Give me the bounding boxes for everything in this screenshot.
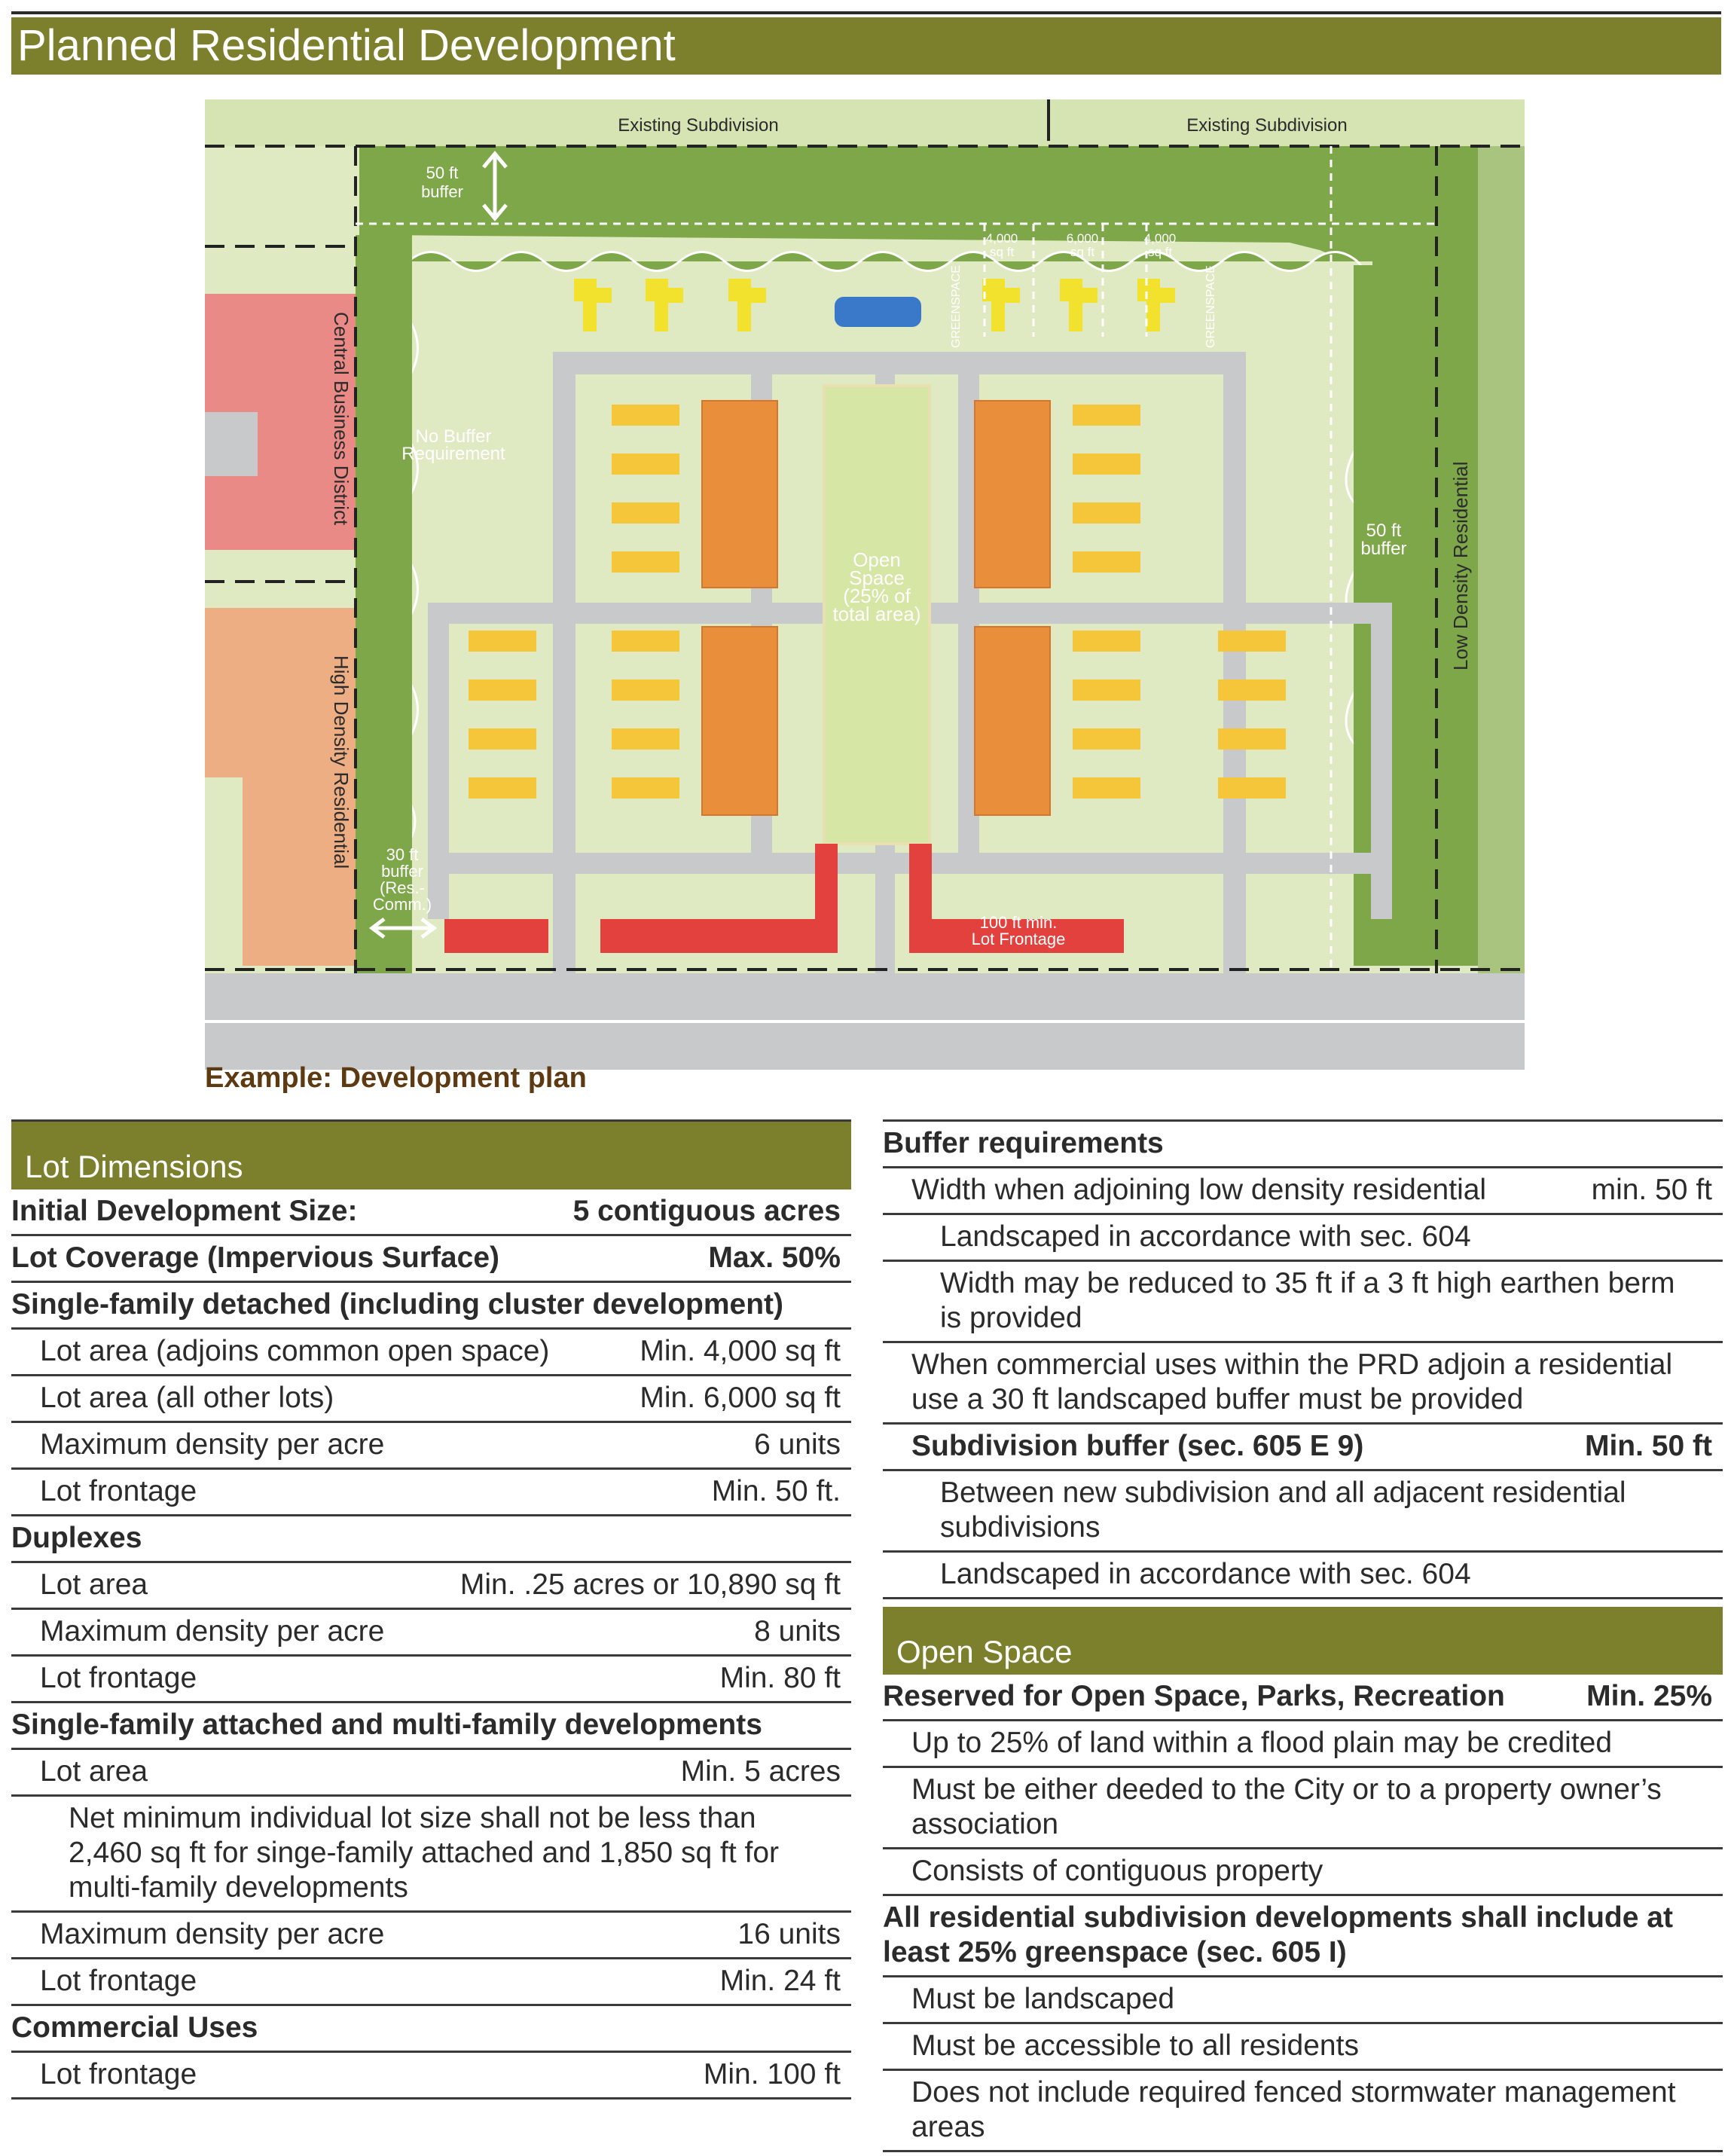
table-row: Must be accessible to all residents: [883, 2024, 1723, 2071]
table-row: All residential subdivision developments shall include at least 25% greenspace (sec. 605 I): [883, 1896, 1723, 1977]
label-lot-4000-b-2: sq ft: [1147, 245, 1173, 259]
road-centerline: [205, 1020, 1525, 1023]
table-row: Must be either deeded to the City or to a property owner’s association: [883, 1768, 1723, 1849]
label-open-space-3: (25% of: [843, 585, 911, 607]
table-row: Single-family attached and multi-family developments: [11, 1703, 851, 1750]
table-row: Maximum density per acre 8 units: [11, 1610, 851, 1657]
plan-caption: Example: Development plan: [205, 1062, 587, 1094]
community-building: [835, 297, 921, 327]
table-row: Lot Coverage (Impervious Surface) Max. 50%: [11, 1236, 851, 1283]
title-bar: [11, 17, 1721, 75]
table-row: Buffer requirements: [883, 1122, 1723, 1168]
label-buffer-30-2: buffer: [381, 862, 423, 881]
label-buffer-30-3: (Res.-: [380, 878, 425, 897]
label-low-density-residential: Low Density Residential: [1449, 461, 1472, 670]
open-space-heading: Open Space: [883, 1607, 1723, 1675]
label-high-density-residential: High Density Residential: [330, 655, 353, 869]
table-row: Lot area (adjoins common open space) Min. 4,000 sq ft: [11, 1330, 851, 1376]
label-open-space-2: Space: [849, 566, 905, 589]
label-greenspace-left: GREENSPACE: [950, 265, 963, 348]
table-row: Between new subdivision and all adjacent residential subdivisions: [883, 1471, 1723, 1553]
road-top: [553, 352, 1246, 374]
label-lot-6000-1: 6,000: [1066, 231, 1099, 246]
buffer-open-space-table: [883, 1119, 1723, 2152]
road-east-inner: [1223, 352, 1246, 985]
development-plan-map: [205, 99, 1525, 1070]
table-row: Width may be reduced to 35 ft if a 3 ft high earthen berm is provided: [883, 1262, 1723, 1343]
label-no-buffer-1: No Buffer: [415, 426, 492, 447]
label-buffer-top-1: 50 ft: [426, 163, 459, 182]
label-lot-6000-2: sq ft: [1070, 245, 1095, 259]
table-row: Lot area (all other lots) Min. 6,000 sq ft: [11, 1376, 851, 1423]
label-existing-subdivision-right: Existing Subdivision: [1186, 115, 1348, 136]
table-row: Does not include required fenced stormwater management areas: [883, 2071, 1723, 2152]
label-buffer-right-2: buffer: [1360, 539, 1407, 559]
table-row: Single-family detached (including cluster development): [11, 1283, 851, 1330]
table-row: Initial Development Size: 5 contiguous acres: [11, 1189, 851, 1236]
label-open-space-1: Open: [853, 548, 901, 571]
top-rule: [11, 11, 1721, 14]
table-row: Net minimum individual lot size shall not be less than 2,460 sq ft for singe-family attached and 1,850 sq ft for multi-family developments: [11, 1797, 851, 1913]
road-west-inner: [553, 352, 575, 985]
label-buffer-30-4: Comm.): [372, 895, 432, 914]
cbd-parking: [205, 412, 258, 476]
table-row: Commercial Uses: [11, 2006, 851, 2053]
label-buffer-30-1: 30 ft: [386, 845, 419, 864]
label-central-business-district: Central Business District: [330, 312, 353, 526]
label-buffer-top-2: buffer: [421, 182, 463, 201]
label-frontage-1: 100 ft min.: [979, 913, 1058, 932]
table-row: Lot frontage Min. 50 ft.: [11, 1470, 851, 1516]
label-greenspace-right: GREENSPACE: [1204, 265, 1217, 348]
lot-dimensions-table: [11, 1119, 851, 2100]
table-row: Lot area Min. 5 acres: [11, 1750, 851, 1797]
lot-dimensions-heading: Lot Dimensions: [11, 1122, 851, 1189]
label-frontage-2: Lot Frontage: [971, 930, 1066, 948]
table-row: Up to 25% of land within a flood plain may be credited: [883, 1721, 1723, 1768]
table-row: Duplexes: [11, 1516, 851, 1563]
table-row: Lot frontage Min. 100 ft: [11, 2053, 851, 2100]
page-title: Planned Residential Development: [17, 21, 676, 70]
label-no-buffer-2: Requirement: [401, 444, 505, 464]
label-lot-4000-a-1: 4,000: [985, 231, 1018, 246]
table-row: When commercial uses within the PRD adjoin a residential use a 30 ft landscaped buffer must be provided: [883, 1343, 1723, 1425]
table-row: Lot area Min. .25 acres or 10,890 sq ft: [11, 1563, 851, 1610]
label-lot-4000-a-2: sq ft: [989, 245, 1015, 259]
table-row: Landscaped in accordance with sec. 604: [883, 1215, 1723, 1262]
table-row: Lot frontage Min. 80 ft: [11, 1657, 851, 1703]
table-row: Lot frontage Min. 24 ft: [11, 1959, 851, 2006]
table-row: Reserved for Open Space, Parks, Recreation Min. 25%: [883, 1675, 1723, 1721]
table-row: Consists of contiguous property: [883, 1849, 1723, 1896]
table-row: Landscaped in accordance with sec. 604: [883, 1553, 1723, 1599]
table-row: Maximum density per acre 16 units: [11, 1913, 851, 1959]
label-open-space-4: total area): [832, 603, 921, 625]
label-existing-subdivision-left: Existing Subdivision: [618, 115, 779, 136]
label-buffer-right-1: 50 ft: [1366, 521, 1402, 541]
label-lot-4000-b-1: 4,000: [1143, 231, 1177, 246]
table-row: Width when adjoining low density residential min. 50 ft: [883, 1168, 1723, 1215]
table-row: Must be landscaped: [883, 1977, 1723, 2024]
table-row: Maximum density per acre 6 units: [11, 1423, 851, 1470]
low-density-strip: [1478, 146, 1525, 1012]
table-row: Subdivision buffer (sec. 605 E 9) Min. 50 ft: [883, 1425, 1723, 1471]
